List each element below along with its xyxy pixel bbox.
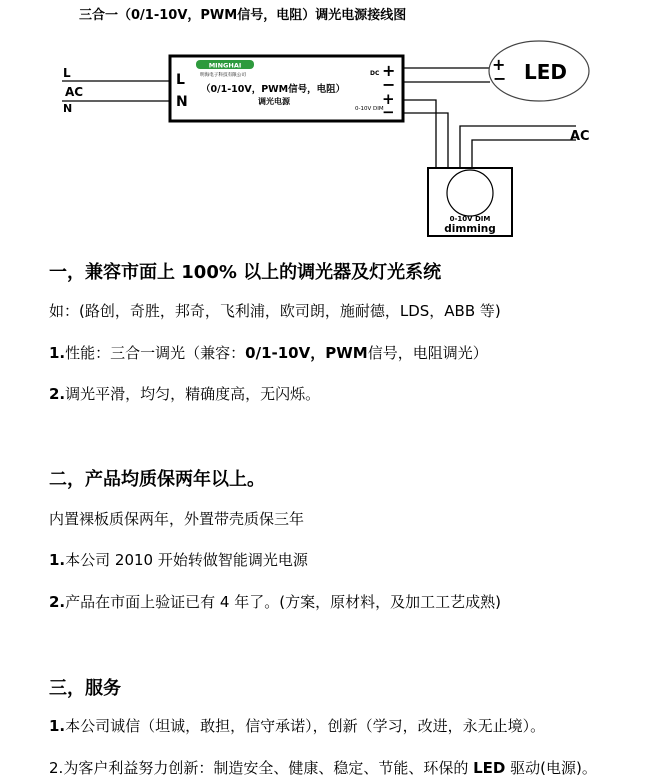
section-3-line-2-text-c: 驱动(电源)。	[505, 759, 597, 777]
dim-minus-sign: −	[382, 103, 395, 121]
section-2-line-2-number: 1.	[49, 551, 66, 569]
dc-minus-sign: −	[382, 75, 396, 94]
section-2-line-3-number: 2.	[49, 593, 66, 611]
section-3-line-1	[49, 715, 545, 736]
dimmer-word: dimming	[444, 223, 496, 235]
section-1-line-2-text-c: 信号，电阻调光）	[367, 344, 488, 362]
brand-logo-text: MINGHAI	[208, 61, 242, 70]
ac-right-label: AC	[570, 129, 590, 144]
dc-plus-sign: +	[382, 61, 396, 80]
input-n-label: N	[176, 94, 188, 110]
section-2-line-3	[49, 591, 501, 612]
section-2-line-2	[49, 549, 308, 570]
wiring-diagram	[0, 0, 656, 245]
section-2-line-2-text: 本公司 2010 开始转做智能调光电源	[65, 551, 308, 569]
section-2-line-3-text: 产品在市面上验证已有 4 年了。(方案，原材料，及加工工艺成熟)	[65, 593, 501, 611]
dimmer-knob	[447, 170, 493, 216]
section-3-heading: 三，服务	[49, 678, 121, 699]
dim-wires	[403, 100, 576, 168]
section-1-line-3-text: 调光平滑，均匀，精确度高，无闪烁。	[65, 385, 321, 403]
section-1-line-2	[49, 342, 488, 363]
box-type-line: 调光电源	[258, 97, 290, 106]
section-3-line-2-text-a: 为客户利益努力创新：制造安全、健康、稳定、节能、环保的	[63, 759, 474, 777]
dim-label: 0-10V DIM	[355, 106, 384, 112]
section-3-line-2-text-b: LED	[473, 759, 506, 777]
section-3-line-1-text: 本公司诚信（坦诚，敢担，信守承诺），创新（学习，改进，永无止境）。	[65, 717, 546, 735]
section-1-heading: 一，兼容市面上 100% 以上的调光器及灯光系统	[49, 262, 442, 283]
led-plus-sign: +	[492, 55, 506, 74]
section-3-line-2-number: 2.	[49, 759, 64, 777]
section-1-line-2-text-a: 性能：三合一调光（兼容：	[65, 344, 246, 362]
section-2-line-1: 内置裸板质保两年，外置带壳质保三年	[49, 510, 305, 528]
section-3-line-1-number: 1.	[49, 717, 66, 735]
dc-label: DC	[370, 70, 380, 77]
wire-label-n: N	[63, 102, 73, 115]
wire-label-l: L	[63, 66, 71, 80]
section-1-line-1: 如：(路创，奇胜，邦奇，飞利浦，欧司朗，施耐德，LDS，ABB 等)	[49, 302, 501, 320]
input-l-label: L	[176, 72, 185, 88]
section-3-line-2	[49, 757, 597, 778]
led-minus-sign: −	[493, 69, 507, 88]
led-wires	[403, 68, 490, 82]
dim-plus-sign: +	[382, 90, 395, 108]
wire-label-ac: AC	[65, 85, 84, 99]
dimmer-range-label: 0-10V DIM	[449, 215, 491, 223]
section-2-heading: 二，产品均质保两年以上。	[49, 469, 265, 490]
section-1-line-2-text-b: 0/1-10V，PWM	[245, 344, 368, 362]
led-label: LED	[524, 60, 568, 84]
section-1-line-3	[49, 383, 320, 404]
section-1-line-2-number: 1.	[49, 344, 66, 362]
brand-subtitle: 明海电子科技有限公司	[200, 73, 246, 78]
box-spec-line: （0/1-10V，PWM信号，电阻）	[201, 84, 346, 95]
section-1-line-3-number: 2.	[49, 385, 66, 403]
diagram-title: 三合一（0/1-10V，PWM信号，电阻）调光电源接线图	[79, 8, 407, 23]
